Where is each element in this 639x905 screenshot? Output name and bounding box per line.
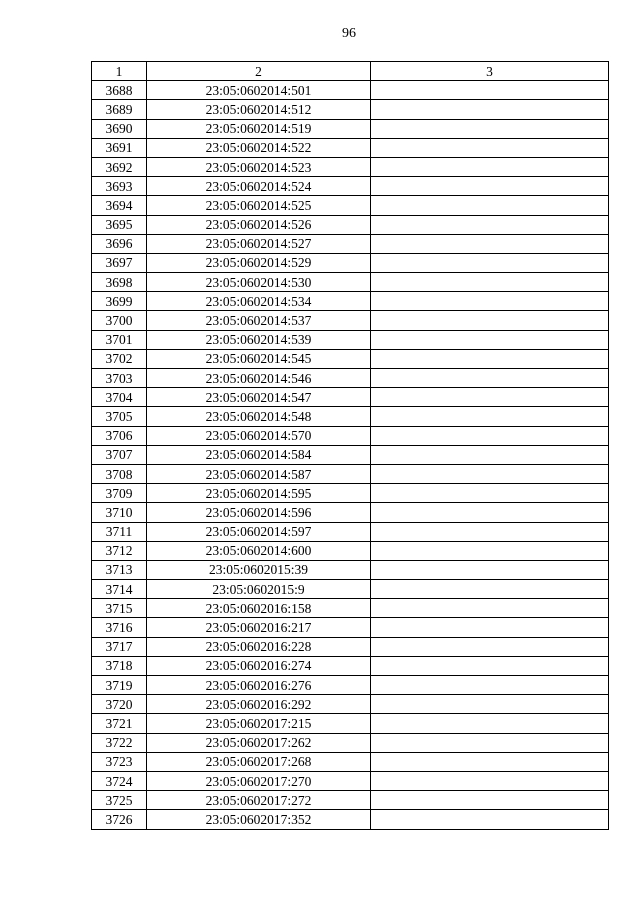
cadastral-number-cell: 23:05:0602014:523 — [147, 157, 371, 176]
notes-cell — [371, 407, 609, 426]
row-number-cell: 3698 — [92, 273, 147, 292]
notes-cell — [371, 196, 609, 215]
row-number-cell: 3705 — [92, 407, 147, 426]
notes-cell — [371, 484, 609, 503]
cadastral-number-cell: 23:05:0602014:530 — [147, 273, 371, 292]
notes-cell — [371, 695, 609, 714]
row-number-cell: 3692 — [92, 157, 147, 176]
notes-cell — [371, 810, 609, 829]
table-row — [92, 810, 609, 829]
table-row — [92, 253, 609, 272]
row-number-cell: 3691 — [92, 138, 147, 157]
notes-cell — [371, 311, 609, 330]
row-number-cell: 3711 — [92, 522, 147, 541]
cadastral-number-cell: 23:05:0602014:534 — [147, 292, 371, 311]
row-number-cell: 3724 — [92, 771, 147, 790]
notes-cell — [371, 330, 609, 349]
notes-cell — [371, 100, 609, 119]
table-row — [92, 100, 609, 119]
row-number-cell: 3699 — [92, 292, 147, 311]
row-number-cell: 3718 — [92, 656, 147, 675]
cadastral-number-cell: 23:05:0602016:228 — [147, 637, 371, 656]
row-number-cell: 3716 — [92, 618, 147, 637]
notes-cell — [371, 426, 609, 445]
row-number-cell: 3688 — [92, 81, 147, 100]
notes-cell — [371, 445, 609, 464]
cadastral-number-cell: 23:05:0602017:352 — [147, 810, 371, 829]
table-row — [92, 349, 609, 368]
cadastral-number-cell: 23:05:0602016:158 — [147, 599, 371, 618]
notes-cell — [371, 215, 609, 234]
cadastral-number-cell: 23:05:0602014:512 — [147, 100, 371, 119]
cadastral-number-cell: 23:05:0602016:292 — [147, 695, 371, 714]
cadastral-number-cell: 23:05:0602014:522 — [147, 138, 371, 157]
row-number-cell: 3694 — [92, 196, 147, 215]
notes-cell — [371, 599, 609, 618]
cadastral-number-cell: 23:05:0602014:570 — [147, 426, 371, 445]
row-number-cell: 3712 — [92, 541, 147, 560]
cadastral-number-cell: 23:05:0602014:527 — [147, 234, 371, 253]
page-number: 96 — [342, 26, 356, 41]
notes-cell — [371, 580, 609, 599]
cadastral-number-cell: 23:05:0602014:537 — [147, 311, 371, 330]
cadastral-number-cell: 23:05:0602014:547 — [147, 388, 371, 407]
table-row — [92, 484, 609, 503]
notes-cell — [371, 292, 609, 311]
cadastral-number-cell: 23:05:0602014:519 — [147, 119, 371, 138]
table-row — [92, 273, 609, 292]
cadastral-number-cell: 23:05:0602017:215 — [147, 714, 371, 733]
table-row — [92, 541, 609, 560]
notes-cell — [371, 234, 609, 253]
notes-cell — [371, 369, 609, 388]
cadastral-number-cell: 23:05:0602016:276 — [147, 676, 371, 695]
column-header-3: 3 — [371, 62, 609, 81]
table-row — [92, 714, 609, 733]
notes-cell — [371, 522, 609, 541]
table-row — [92, 599, 609, 618]
cadastral-number-cell: 23:05:0602014:600 — [147, 541, 371, 560]
row-number-cell: 3701 — [92, 330, 147, 349]
table-row — [92, 445, 609, 464]
notes-cell — [371, 119, 609, 138]
cadastral-number-cell: 23:05:0602014:597 — [147, 522, 371, 541]
cadastral-number-cell: 23:05:0602014:501 — [147, 81, 371, 100]
notes-cell — [371, 714, 609, 733]
row-number-cell: 3725 — [92, 791, 147, 810]
notes-cell — [371, 349, 609, 368]
notes-cell — [371, 771, 609, 790]
cadastral-number-cell: 23:05:0602017:272 — [147, 791, 371, 810]
table-row — [92, 580, 609, 599]
cadastral-table — [91, 61, 609, 830]
cadastral-number-cell: 23:05:0602014:545 — [147, 349, 371, 368]
row-number-cell: 3710 — [92, 503, 147, 522]
row-number-cell: 3713 — [92, 560, 147, 579]
cadastral-number-cell: 23:05:0602014:526 — [147, 215, 371, 234]
table-row — [92, 215, 609, 234]
table-row — [92, 560, 609, 579]
table-row — [92, 676, 609, 695]
notes-cell — [371, 752, 609, 771]
table-row — [92, 157, 609, 176]
table-row — [92, 407, 609, 426]
table-row — [92, 791, 609, 810]
row-number-cell: 3722 — [92, 733, 147, 752]
cadastral-number-cell: 23:05:0602014:539 — [147, 330, 371, 349]
cadastral-number-cell: 23:05:0602014:546 — [147, 369, 371, 388]
notes-cell — [371, 541, 609, 560]
row-number-cell: 3706 — [92, 426, 147, 445]
column-header-2: 2 — [147, 62, 371, 81]
table-row — [92, 369, 609, 388]
table-row — [92, 426, 609, 445]
table-header-row — [92, 62, 609, 81]
row-number-cell: 3697 — [92, 253, 147, 272]
notes-cell — [371, 138, 609, 157]
notes-cell — [371, 177, 609, 196]
column-header-1: 1 — [92, 62, 147, 81]
row-number-cell: 3700 — [92, 311, 147, 330]
row-number-cell: 3726 — [92, 810, 147, 829]
cadastral-number-cell: 23:05:0602017:268 — [147, 752, 371, 771]
row-number-cell: 3689 — [92, 100, 147, 119]
table-row — [92, 771, 609, 790]
cadastral-number-cell: 23:05:0602016:274 — [147, 656, 371, 675]
table-row — [92, 752, 609, 771]
notes-cell — [371, 503, 609, 522]
table-row — [92, 234, 609, 253]
cadastral-number-cell: 23:05:0602014:587 — [147, 464, 371, 483]
notes-cell — [371, 656, 609, 675]
table-row — [92, 81, 609, 100]
cadastral-number-cell: 23:05:0602016:217 — [147, 618, 371, 637]
table-row — [92, 733, 609, 752]
notes-cell — [371, 676, 609, 695]
row-number-cell: 3715 — [92, 599, 147, 618]
row-number-cell: 3708 — [92, 464, 147, 483]
notes-cell — [371, 733, 609, 752]
table-row — [92, 637, 609, 656]
cadastral-number-cell: 23:05:0602015:9 — [147, 580, 371, 599]
cadastral-number-cell: 23:05:0602014:525 — [147, 196, 371, 215]
notes-cell — [371, 560, 609, 579]
row-number-cell: 3696 — [92, 234, 147, 253]
row-number-cell: 3695 — [92, 215, 147, 234]
row-number-cell: 3723 — [92, 752, 147, 771]
row-number-cell: 3719 — [92, 676, 147, 695]
table-body — [92, 81, 609, 829]
table-row — [92, 388, 609, 407]
notes-cell — [371, 637, 609, 656]
notes-cell — [371, 618, 609, 637]
cadastral-number-cell: 23:05:0602014:548 — [147, 407, 371, 426]
table-row — [92, 656, 609, 675]
notes-cell — [371, 273, 609, 292]
table-row — [92, 311, 609, 330]
cadastral-number-cell: 23:05:0602014:596 — [147, 503, 371, 522]
cadastral-number-cell: 23:05:0602014:524 — [147, 177, 371, 196]
row-number-cell: 3703 — [92, 369, 147, 388]
cadastral-number-cell: 23:05:0602017:262 — [147, 733, 371, 752]
cadastral-number-cell: 23:05:0602014:529 — [147, 253, 371, 272]
row-number-cell: 3693 — [92, 177, 147, 196]
table-row — [92, 464, 609, 483]
row-number-cell: 3721 — [92, 714, 147, 733]
notes-cell — [371, 464, 609, 483]
cadastral-number-cell: 23:05:0602015:39 — [147, 560, 371, 579]
table-row — [92, 138, 609, 157]
table-row — [92, 292, 609, 311]
notes-cell — [371, 253, 609, 272]
row-number-cell: 3707 — [92, 445, 147, 464]
row-number-cell: 3709 — [92, 484, 147, 503]
row-number-cell: 3704 — [92, 388, 147, 407]
table-row — [92, 695, 609, 714]
table-row — [92, 503, 609, 522]
table-row — [92, 522, 609, 541]
row-number-cell: 3720 — [92, 695, 147, 714]
row-number-cell: 3702 — [92, 349, 147, 368]
row-number-cell: 3714 — [92, 580, 147, 599]
notes-cell — [371, 791, 609, 810]
cadastral-number-cell: 23:05:0602014:595 — [147, 484, 371, 503]
table-row — [92, 177, 609, 196]
row-number-cell: 3717 — [92, 637, 147, 656]
table-row — [92, 618, 609, 637]
table-row — [92, 330, 609, 349]
table-row — [92, 119, 609, 138]
notes-cell — [371, 157, 609, 176]
cadastral-number-cell: 23:05:0602017:270 — [147, 771, 371, 790]
notes-cell — [371, 388, 609, 407]
row-number-cell: 3690 — [92, 119, 147, 138]
cadastral-number-cell: 23:05:0602014:584 — [147, 445, 371, 464]
notes-cell — [371, 81, 609, 100]
table-row — [92, 196, 609, 215]
